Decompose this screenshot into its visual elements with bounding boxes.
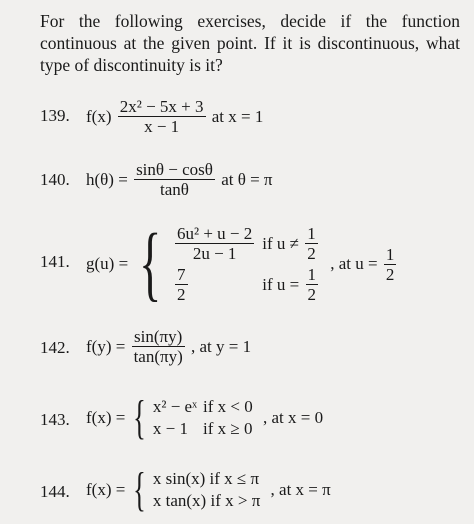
p142-denominator: tan(πy) (133, 347, 183, 366)
instructions: For the following exercises, decide if the function continuous at the given point. If it is discontinuous, what type of discontinuity is it? (40, 11, 460, 75)
problem-144-expression (86, 463, 331, 516)
problem-number-139: 139. (40, 106, 70, 125)
p141-case1-half-den: 2 (307, 244, 316, 263)
p139-lhs: f(x) (86, 106, 112, 126)
p141-point-fraction (384, 245, 397, 284)
p144-cases (153, 468, 266, 512)
p144-case2: x tan(x) if x > π (152, 491, 261, 510)
p140-numerator: sinθ − cosθ (136, 160, 213, 179)
p142-point: , at y = 1 (191, 336, 252, 356)
problem-139-expression (86, 97, 263, 136)
p143-lhs: f(x) = (86, 408, 126, 427)
p141-case1-numerator: 6u² + u − 2 (177, 224, 253, 243)
p139-fraction (118, 97, 206, 136)
p143-case2-condition: if x ≥ 0 (203, 419, 253, 438)
problem-143-expression (86, 391, 324, 444)
p141-cases (173, 223, 326, 305)
p139-denominator: x − 1 (144, 117, 180, 136)
p141-point-num: 1 (385, 244, 395, 264)
left-brace: { (132, 391, 146, 444)
p141-case1-half-num: 1 (307, 224, 316, 243)
p140-denominator: tanθ (160, 180, 189, 199)
p141-case2-half-den: 2 (307, 285, 317, 304)
p143-case1-expr: x² − eˣ (152, 397, 198, 416)
problem-number-140: 140. (40, 170, 70, 189)
p144-case1: x sin(x) if x ≤ π (152, 469, 260, 488)
p141-lhs: g(u) = (86, 254, 129, 273)
p143-case1-condition: if x < 0 (203, 397, 253, 416)
problem-141-expression (86, 217, 398, 310)
p140-point: at θ = π (221, 169, 273, 189)
p142-numerator: sin(πy) (132, 327, 185, 347)
left-brace: { (132, 463, 146, 516)
p141-case2-condition: if u = (262, 274, 300, 294)
p143-cases (153, 396, 259, 440)
p142-lhs: f(y) = (86, 336, 126, 356)
problem-142-expression (86, 327, 251, 366)
p141-case2-denominator: 2 (177, 285, 186, 304)
p141-case2-half-num: 1 (307, 265, 317, 284)
p144-lhs: f(x) = (86, 480, 126, 499)
problem-number-141: 141. (40, 252, 70, 271)
p141-point: , at u = (330, 254, 378, 273)
problem-number-143: 143. (40, 410, 70, 429)
p141-case1-denominator: 2u − 1 (192, 244, 237, 263)
problem-140-expression (86, 160, 273, 199)
p141-point-den: 2 (385, 264, 395, 284)
p139-numerator: 2x² − 5x + 3 (119, 97, 204, 116)
p142-fraction (132, 327, 185, 366)
left-brace: { (139, 217, 162, 310)
p141-case1-condition: if u ≠ (262, 233, 299, 253)
p140-fraction (134, 160, 215, 199)
problem-number-142: 142. (40, 338, 70, 357)
problem-number-144: 144. (40, 482, 70, 501)
p141-case2-numerator: 7 (177, 265, 186, 284)
p139-point: at x = 1 (211, 106, 264, 126)
p143-case2-expr: x − 1 (152, 419, 188, 438)
p144-point: , at x = π (270, 480, 331, 499)
p140-lhs: h(θ) = (86, 169, 128, 189)
p143-point: , at x = 0 (263, 408, 324, 427)
